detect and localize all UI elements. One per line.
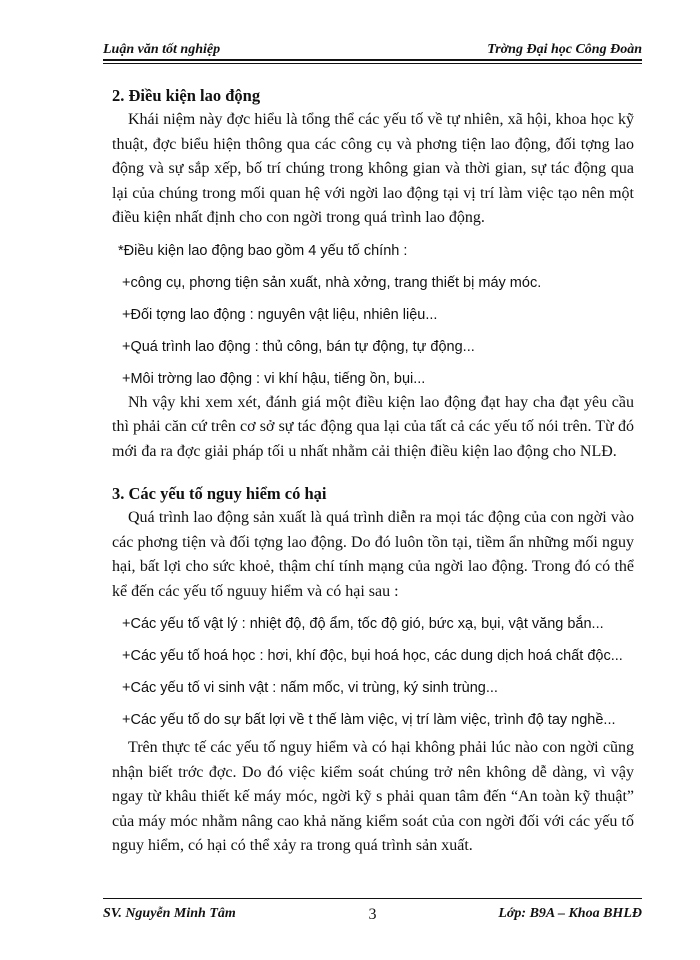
section-3-paragraph-2: Trên thực tế các yếu tố nguy hiểm và có hại không phải lúc nào con ngời cũng nhận biết trớc đợc. Do đó việc kiểm soát chúng trở nên không dễ dàng, vì vậy ngay từ khâu thiết kế máy móc, ngời kỹ s phải quan tâm đến “An toàn kỹ thuật” của máy móc nhằm nâng cao khả năng kiểm soát của con ngời đối với các yếu tố nguy hiểm, có hại có thể xảy ra trong quá trình sản xuất. bbox=[112, 739, 634, 854]
footer-class: Lớp: B9A – Khoa BHLĐ bbox=[498, 906, 642, 921]
page-footer bbox=[103, 898, 642, 928]
header-thesis-label: Luận văn tốt nghiệp bbox=[103, 42, 221, 57]
list-item: +công cụ, phơng tiện sản xuất, nhà xởng, trang thiết bị máy móc. bbox=[122, 274, 542, 291]
header-rule bbox=[103, 59, 642, 61]
header-rule-thin bbox=[103, 63, 642, 64]
footer-rule bbox=[103, 898, 642, 899]
list-item: +Các yếu tố vi sinh vật : nấm mốc, vi trùng, ký sinh trùng... bbox=[122, 680, 498, 696]
section-3-paragraph-1: Quá trình lao động sản xuất là quá trình diễn ra mọi tác động của con ngời vào các phơng tiện và đối tợng lao động. Do đó luôn tồn tại, tiềm ẩn những mối nguy hại, bất lợi cho sức khoẻ, thậm chí tính mạng của ngời lao động. Trong đó có thể kể đến các yếu tố nguuy hiểm và có hại sau : bbox=[112, 509, 634, 600]
section-2-paragraph-2: Nh vậy khi xem xét, đánh giá một điều kiện lao động đạt hay cha đạt yêu cầu thì phải căn cứ trên cơ sở sự tác động qua lại của tất cả các yếu tố nói trên. Từ đó mới đa ra đợc giải pháp tối u nhất nhằm cải thiện điều kiện lao động cho NLĐ. bbox=[112, 393, 634, 460]
section-2-paragraph-1: Khái niệm này đợc hiểu là tổng thể các yếu tố về tự nhiên, xã hội, khoa học kỹ thuật, đợc biểu hiện thông qua các công cụ và phơng tiện lao động, đối tợng lao động và sự sắp xếp, bố trí chúng trong không gian và thời gian, sự tác động qua lại của chúng trong mối quan hệ với ngời lao động tại vị trí làm việc tạo nên một điều kiện nhất định cho con ngời trong quá trình lao động. bbox=[112, 111, 634, 226]
document-body bbox=[112, 84, 634, 859]
list-item: +Các yếu tố hoá học : hơi, khí độc, bụi hoá học, các dung dịch hoá chất độc... bbox=[122, 648, 623, 664]
page-header bbox=[103, 38, 642, 64]
list-item: +Môi trờng lao động : vi khí hậu, tiếng ồn, bụi... bbox=[122, 370, 426, 387]
list-item: +Các yếu tố vật lý : nhiệt độ, độ ẩm, tốc độ gió, bức xạ, bụi, vật văng bắn... bbox=[122, 616, 604, 632]
page-number: 3 bbox=[368, 906, 377, 923]
section-2-heading: 2. Điều kiện lao động bbox=[112, 86, 261, 105]
header-university-label: Trờng Đại học Công Đoàn bbox=[487, 42, 642, 57]
section-2-intro: *Điều kiện lao động bao gồm 4 yếu tố chính : bbox=[118, 242, 408, 259]
list-item: +Quá trình lao động : thủ công, bán tự động, tự động... bbox=[122, 338, 475, 355]
section-3-heading: 3. Các yếu tố nguy hiểm có hại bbox=[112, 484, 327, 503]
list-item: +Các yếu tố do sự bất lợi về t thế làm việc, vị trí làm việc, trình độ tay nghề... bbox=[122, 712, 616, 728]
list-item: +Đối tợng lao động : nguyên vật liệu, nhiên liệu... bbox=[122, 306, 438, 323]
footer-author: SV. Nguyễn Minh Tâm bbox=[103, 906, 236, 921]
